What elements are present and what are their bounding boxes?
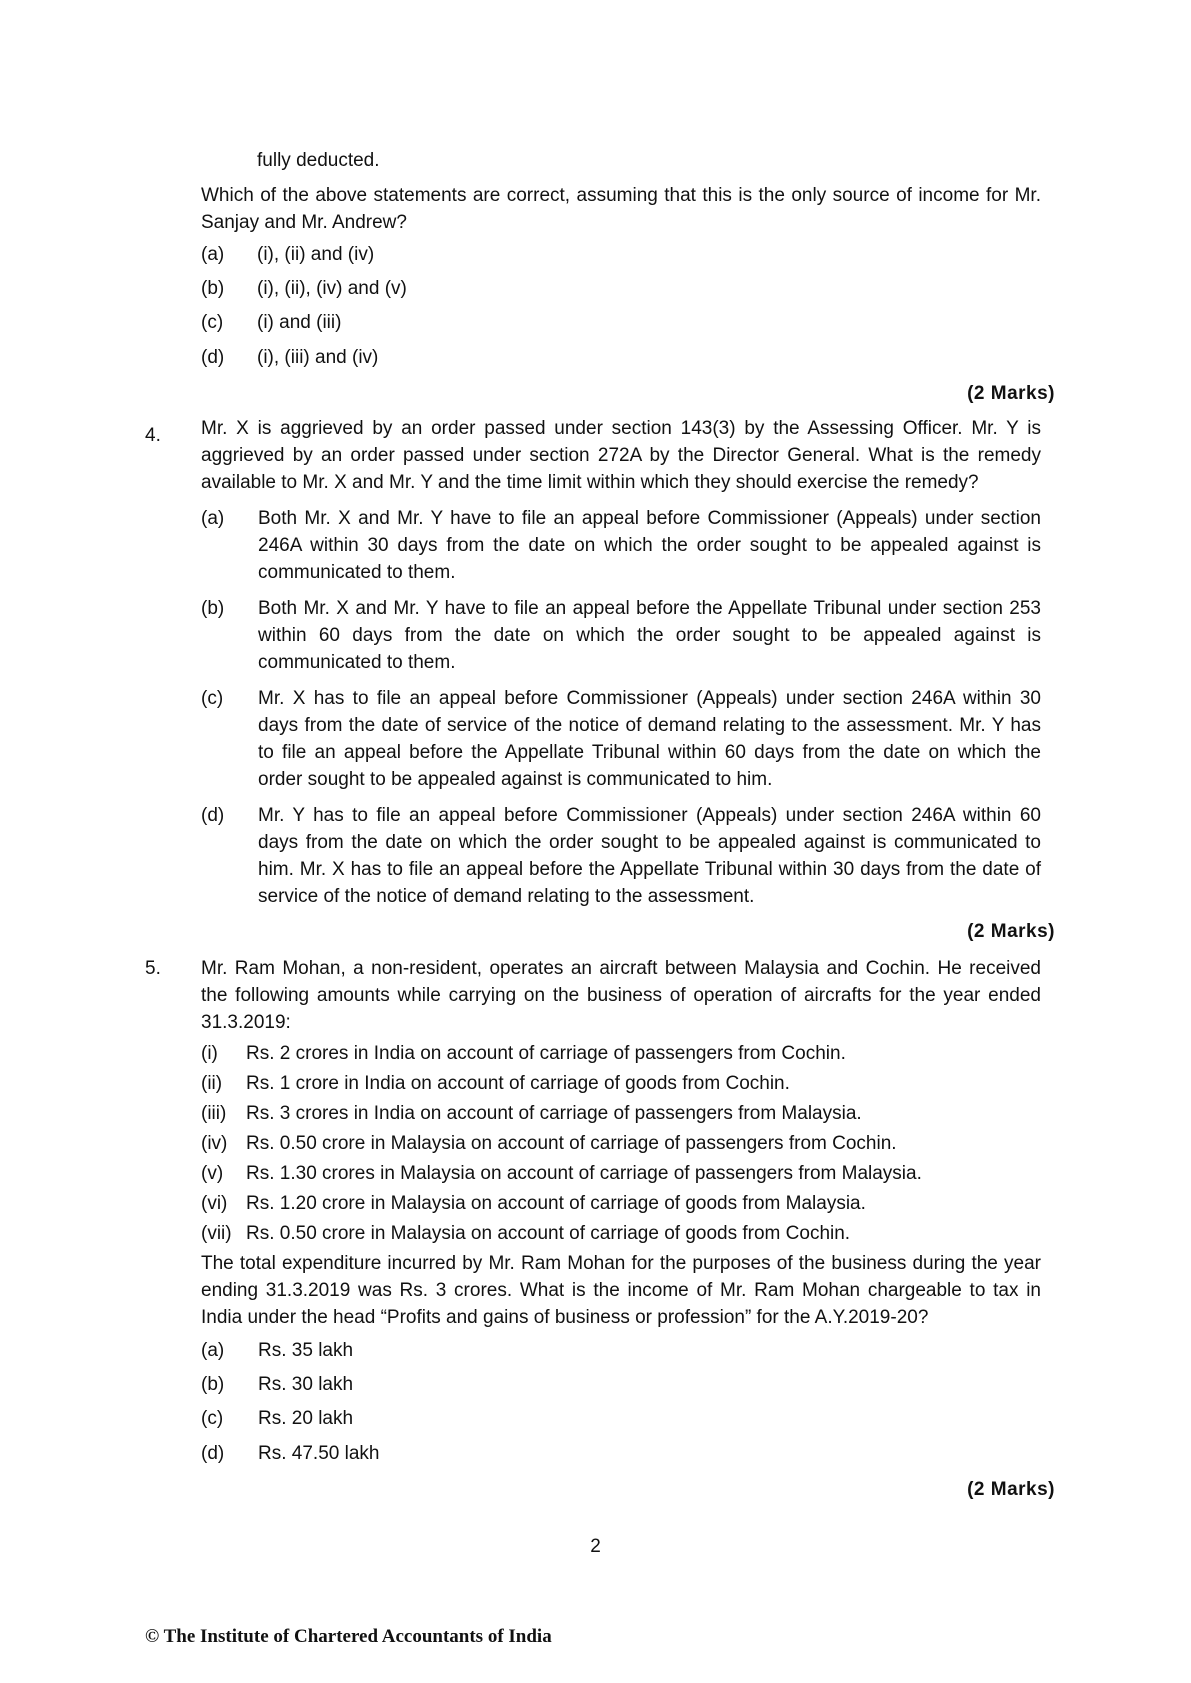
q5-question: The total expenditure incurred by Mr. Ram Mohan for the purposes of the business during the year ending 31.3.2019 was Rs. 3 crores. What is the income of Mr. Ram Mohan chargeable to tax in India under the head “Profits and gains of business or profession” for the A.Y.2019-20? xyxy=(201,1253,1041,1328)
q5-item-i xyxy=(201,1040,846,1067)
option-text: Rs. 35 lakh xyxy=(258,1340,354,1361)
q4-option-c xyxy=(201,685,1041,793)
q3-option-d xyxy=(201,344,378,371)
option-text: Rs. 47.50 lakh xyxy=(258,1443,380,1464)
option-text: (i), (ii), (iv) and (v) xyxy=(257,278,407,299)
q3-option-b xyxy=(201,275,407,302)
q5-item-ii xyxy=(201,1070,790,1097)
option-label: (b) xyxy=(201,1374,225,1395)
item-text: Rs. 2 crores in India on account of carriage of passengers from Cochin. xyxy=(246,1043,846,1064)
item-text: Rs. 1.30 crores in Malaysia on account of carriage of passengers from Malaysia. xyxy=(246,1163,922,1184)
item-label: (iii) xyxy=(201,1103,227,1124)
option-label: (b) xyxy=(201,598,225,619)
item-label: (ii) xyxy=(201,1073,223,1094)
q4-marks: (2 Marks) xyxy=(967,921,1055,942)
item-text: Rs. 1 crore in India on account of carriage of goods from Cochin. xyxy=(246,1073,790,1094)
q4-text: Mr. X is aggrieved by an order passed under section 143(3) by the Assessing Officer. Mr. Y is aggrieved by an order passed under section 272A by the Director General. What is the remedy available to Mr. X and Mr. Y and the time limit within which they should exercise the remedy? xyxy=(201,418,1041,493)
q3-continuation: fully deducted. xyxy=(257,150,380,171)
option-label: (a) xyxy=(201,244,225,265)
option-text: (i), (ii) and (iv) xyxy=(257,244,375,265)
q5-option-b xyxy=(201,1371,353,1398)
page-number: 2 xyxy=(590,1536,601,1557)
option-text: Both Mr. X and Mr. Y have to file an appeal before the Appellate Tribunal under section 253 within 60 days from the date on which the order sought to be appealed against is communicated to them. xyxy=(258,598,1041,673)
q4-option-d xyxy=(201,802,1041,910)
q5-number: 5. xyxy=(145,958,161,979)
q5-option-c xyxy=(201,1405,353,1432)
footer-copyright: © The Institute of Chartered Accountants of India xyxy=(145,1626,552,1647)
option-label: (c) xyxy=(201,1408,224,1429)
q5-option-d xyxy=(201,1440,379,1467)
option-text: Both Mr. X and Mr. Y have to file an appeal before Commissioner (Appeals) under section 246A within 30 days from the date on which the order sought to be appealed against is communicated to them. xyxy=(258,508,1041,583)
item-text: Rs. 0.50 crore in Malaysia on account of carriage of passengers from Cochin. xyxy=(246,1133,897,1154)
item-text: Rs. 1.20 crore in Malaysia on account of carriage of goods from Malaysia. xyxy=(246,1193,866,1214)
option-text: Rs. 30 lakh xyxy=(258,1374,354,1395)
q3-question: Which of the above statements are correct, assuming that this is the only source of income for Mr. Sanjay and Mr. Andrew? xyxy=(201,185,1041,233)
q5-item-iii xyxy=(201,1100,862,1127)
item-text: Rs. 3 crores in India on account of carriage of passengers from Malaysia. xyxy=(246,1103,862,1124)
q5-text: Mr. Ram Mohan, a non-resident, operates an aircraft between Malaysia and Cochin. He received the following amounts while carrying on the business of operation of aircrafts for the year ended 31.3.2019: xyxy=(201,958,1041,1033)
q5-option-a xyxy=(201,1337,353,1364)
item-text: Rs. 0.50 crore in Malaysia on account of carriage of goods from Cochin. xyxy=(246,1223,851,1244)
item-label: (i) xyxy=(201,1043,218,1064)
item-label: (v) xyxy=(201,1163,224,1184)
q5-item-v xyxy=(201,1160,922,1187)
q5-item-iv xyxy=(201,1130,897,1157)
option-text: Rs. 20 lakh xyxy=(258,1408,354,1429)
option-text: Mr. Y has to file an appeal before Commissioner (Appeals) under section 246A within 60 days from the date on which the order sought to be appealed against is communicated to him. Mr. X has to file an appeal before the Appellate Tribunal within 30 days from the date of service of the notice of demand relating to the assessment. xyxy=(258,805,1041,907)
q5-marks: (2 Marks) xyxy=(967,1479,1055,1500)
q5-item-vii xyxy=(201,1220,850,1247)
option-text: (i) and (iii) xyxy=(257,312,342,333)
option-label: (c) xyxy=(201,688,224,709)
option-label: (b) xyxy=(201,278,225,299)
option-text: Mr. X has to file an appeal before Commissioner (Appeals) under section 246A within 30 days from the date of service of the notice of demand relating to the assessment. Mr. Y has to file an appeal before the Appellate Tribunal within 60 days from the date on which the order sought to be appealed against is communicated to him. xyxy=(258,688,1041,790)
item-label: (vi) xyxy=(201,1193,228,1214)
q3-marks: (2 Marks) xyxy=(967,383,1055,404)
q3-option-c xyxy=(201,309,341,336)
q4-option-a xyxy=(201,505,1041,586)
option-text: (i), (iii) and (iv) xyxy=(257,347,379,368)
q4-option-b xyxy=(201,595,1041,676)
option-label: (d) xyxy=(201,1443,225,1464)
option-label: (c) xyxy=(201,312,224,333)
option-label: (d) xyxy=(201,805,225,826)
item-label: (vii) xyxy=(201,1223,232,1244)
option-label: (a) xyxy=(201,508,225,529)
q4-number: 4. xyxy=(145,425,161,446)
item-label: (iv) xyxy=(201,1133,228,1154)
option-label: (a) xyxy=(201,1340,225,1361)
option-label: (d) xyxy=(201,347,225,368)
q3-option-a xyxy=(201,241,374,268)
q5-item-vi xyxy=(201,1190,866,1217)
